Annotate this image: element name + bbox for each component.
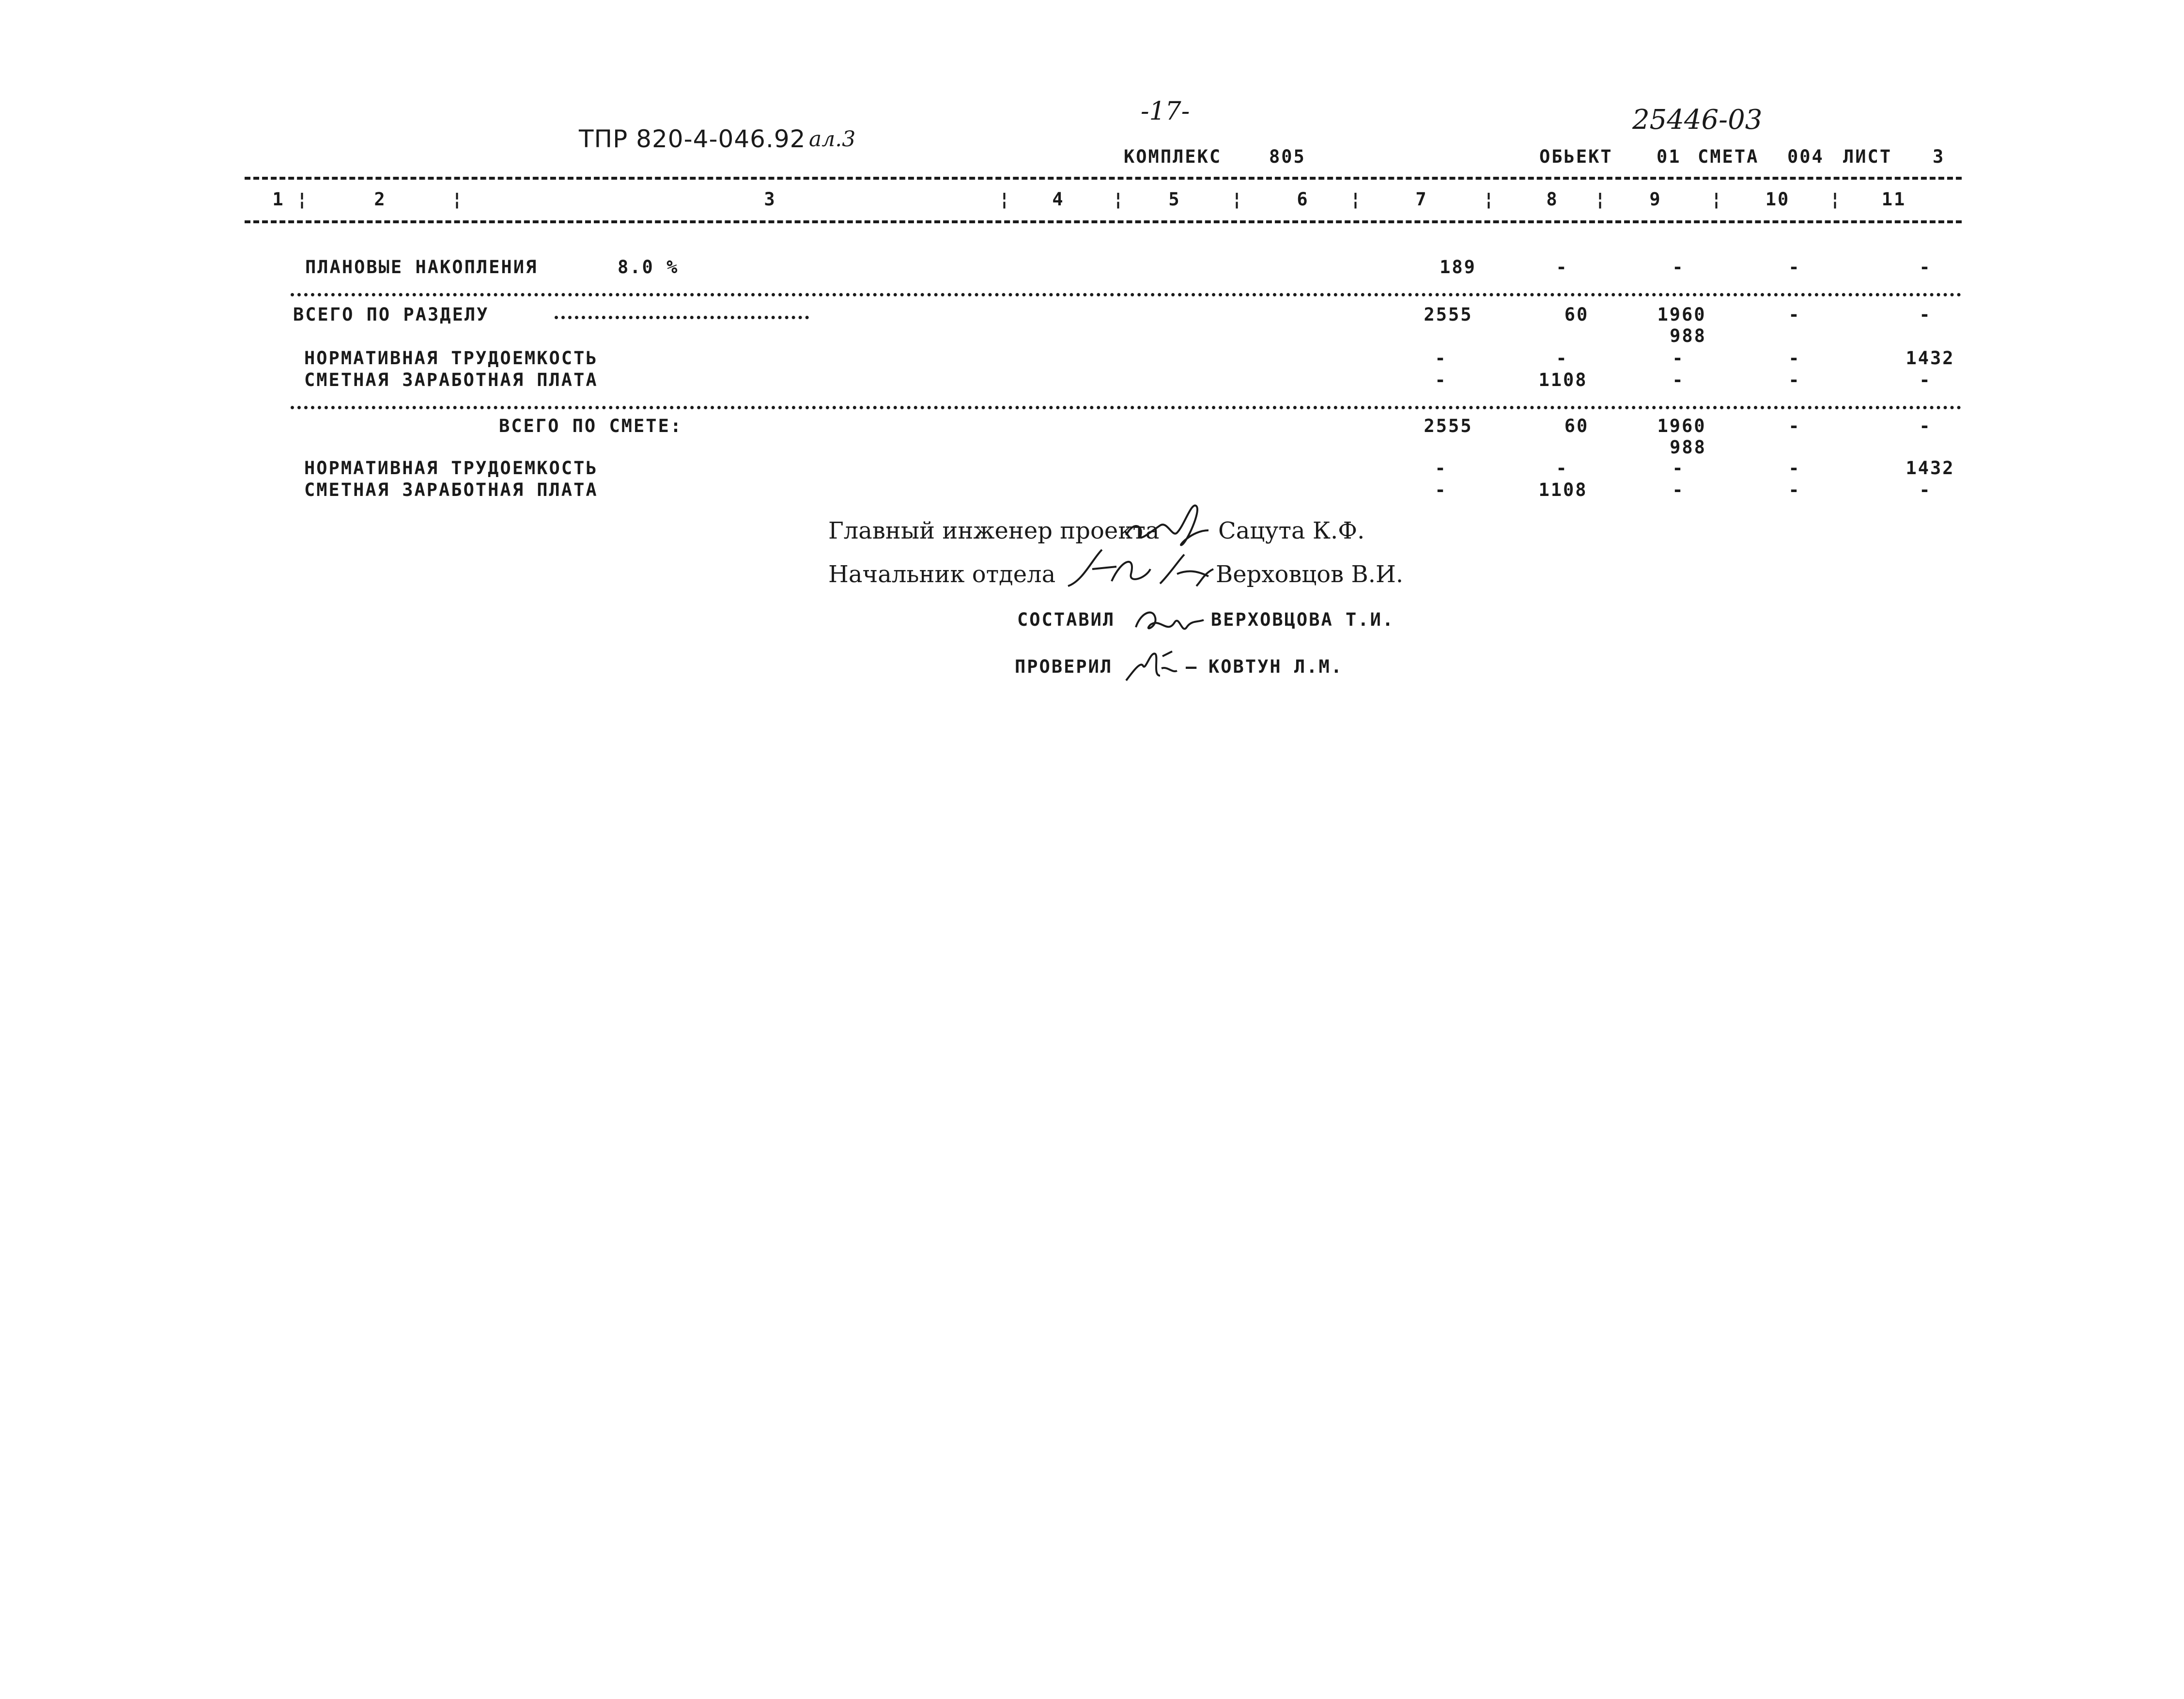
object-value: 01 [1657, 146, 1681, 167]
row-estimate-norm-c7: - [1435, 458, 1447, 479]
row-estimate-total-c9b: 988 [1670, 437, 1706, 458]
row-section-total-c9: 1960 [1657, 304, 1706, 325]
col-separator: ¦ [1711, 189, 1723, 210]
col-separator: ¦ [1595, 189, 1607, 210]
row-estimate-norm-label: НОРМАТИВНАЯ ТРУДОЕМКОСТЬ [304, 458, 598, 479]
compiled-by-signature [1133, 598, 1206, 642]
row-estimate-total-c11: - [1919, 416, 1932, 436]
row-planned-label: ПЛАНОВЫЕ НАКОПЛЕНИЯ [305, 257, 538, 278]
row-estimate-wage-c7: - [1435, 479, 1447, 500]
col-header-9: 9 [1649, 189, 1662, 210]
row-estimate-total-c10: - [1788, 416, 1801, 436]
sheet-label: ЛИСТ [1843, 146, 1892, 167]
row-section-total-label: ВСЕГО ПО РАЗДЕЛУ [293, 304, 489, 325]
col-separator: ¦ [1113, 189, 1125, 210]
col-separator: ¦ [1350, 189, 1363, 210]
row-estimate-total-c7: 2555 [1424, 416, 1473, 436]
leader-dots [555, 316, 809, 319]
row-planned-c8: - [1556, 257, 1568, 278]
row-estimate-wage-c9: - [1672, 479, 1685, 500]
estimate-divider [291, 406, 1962, 409]
row-section-norm-c9: - [1672, 348, 1685, 369]
object-label: ОБЬЕКТ [1539, 146, 1613, 167]
inventory-number: 25446-03 [1632, 104, 1763, 136]
header-rule-bottom [245, 220, 1962, 223]
col-separator: ¦ [1829, 189, 1842, 210]
estimate-label: СМЕТА [1698, 146, 1759, 167]
col-header-3: 3 [764, 189, 776, 210]
col-header-4: 4 [1052, 189, 1065, 210]
col-header-10: 10 [1765, 189, 1790, 210]
compiled-by-label: СОСТАВИЛ [1017, 609, 1115, 630]
row-estimate-norm-c8: - [1556, 458, 1568, 479]
chief-engineer-label: Главный инженер проекта [828, 517, 1160, 544]
col-separator: ¦ [296, 189, 309, 210]
row-section-norm-label: НОРМАТИВНАЯ ТРУДОЕМКОСТЬ [304, 348, 598, 369]
department-head-label: Начальник отдела [828, 561, 1056, 588]
estimate-value: 004 [1787, 146, 1824, 167]
sheet-value: 3 [1933, 146, 1945, 167]
page-number: -17- [1141, 97, 1190, 126]
col-separator: ¦ [999, 189, 1011, 210]
col-header-7: 7 [1415, 189, 1428, 210]
section-divider [291, 293, 1962, 296]
row-section-total-c7: 2555 [1424, 304, 1473, 325]
document-code: ТПР 820-4-046.92 [579, 125, 806, 153]
row-section-total-c9b: 988 [1670, 325, 1706, 346]
row-section-norm-c8: - [1556, 348, 1568, 369]
complex-value: 805 [1269, 146, 1306, 167]
complex-label: КОМПЛЕКС [1124, 146, 1222, 167]
checked-by-name: КОВТУН Л.М. [1208, 656, 1344, 677]
row-planned-c9: - [1672, 257, 1685, 278]
row-estimate-wage-label: СМЕТНАЯ ЗАРАБОТНАЯ ПЛАТА [304, 479, 598, 500]
row-estimate-wage-c10: - [1788, 479, 1801, 500]
compiled-by-name: ВЕРХОВЦОВА Т.И. [1211, 609, 1395, 630]
row-estimate-norm-c11: 1432 [1905, 458, 1955, 479]
checked-by-signature [1124, 642, 1182, 685]
col-header-5: 5 [1168, 189, 1181, 210]
col-header-1: 1 [272, 189, 285, 210]
row-section-total-c11: - [1919, 304, 1932, 325]
department-head-signature [1063, 540, 1218, 593]
row-section-norm-c10: - [1788, 348, 1801, 369]
row-section-norm-c11: 1432 [1905, 348, 1955, 369]
row-section-wage-c10: - [1788, 370, 1801, 390]
row-section-total-c10: - [1788, 304, 1801, 325]
album-number: ал.3 [809, 127, 856, 152]
col-header-8: 8 [1546, 189, 1559, 210]
checked-by-dash: – [1186, 656, 1198, 677]
col-header-6: 6 [1297, 189, 1309, 210]
col-header-2: 2 [374, 189, 387, 210]
row-estimate-wage-c11: - [1919, 479, 1932, 500]
row-estimate-norm-c10: - [1788, 458, 1801, 479]
col-separator: ¦ [451, 189, 464, 210]
row-planned-c10: - [1788, 257, 1801, 278]
row-planned-c11: - [1919, 257, 1932, 278]
row-section-wage-label: СМЕТНАЯ ЗАРАБОТНАЯ ПЛАТА [304, 370, 598, 390]
row-estimate-total-label: ВСЕГО ПО СМЕТЕ: [499, 416, 683, 436]
row-estimate-total-c8: 60 [1564, 416, 1589, 436]
row-section-wage-c11: - [1919, 370, 1932, 390]
col-separator: ¦ [1483, 189, 1496, 210]
row-section-total-c8: 60 [1564, 304, 1589, 325]
row-estimate-total-c9: 1960 [1657, 416, 1706, 436]
chief-engineer-name: Сацута К.Ф. [1218, 517, 1365, 544]
row-section-wage-c9: - [1672, 370, 1685, 390]
row-section-wage-c8: 1108 [1538, 370, 1588, 390]
department-head-name: Верховцов В.И. [1216, 561, 1404, 588]
row-estimate-wage-c8: 1108 [1538, 479, 1588, 500]
col-separator: ¦ [1231, 189, 1244, 210]
col-header-11: 11 [1881, 189, 1906, 210]
row-section-norm-c7: - [1435, 348, 1447, 369]
checked-by-label: ПРОВЕРИЛ [1015, 656, 1113, 677]
header-rule-top [245, 177, 1962, 180]
row-section-wage-c7: - [1435, 370, 1447, 390]
row-planned-c7: 189 [1440, 257, 1476, 278]
row-planned-rate: 8.0 % [618, 257, 679, 278]
row-estimate-norm-c9: - [1672, 458, 1685, 479]
